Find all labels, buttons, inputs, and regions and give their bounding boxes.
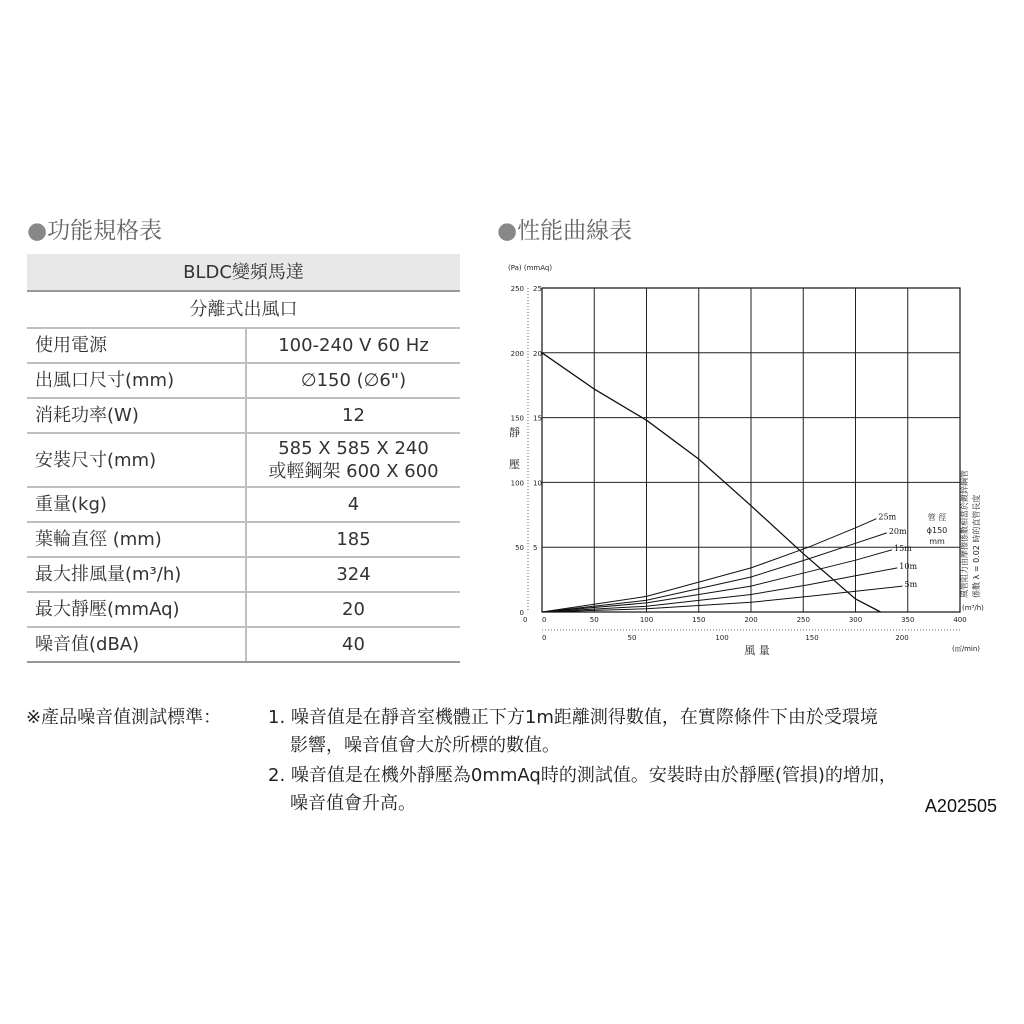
y-tick-label-mmaq: 20: [533, 349, 542, 358]
y-tick-label-pa: 150: [510, 414, 524, 423]
x-tick-label-m3h: 100: [639, 616, 654, 624]
side-note-line-2: 係數 λ = 0.02 時的直管長度: [972, 494, 981, 598]
spec-subheader: 分離式出風口: [27, 291, 460, 328]
curve-section-title: [497, 212, 632, 245]
duct-size-label: ɸ150: [926, 526, 948, 535]
duct-curve-label: 15m: [894, 543, 912, 553]
table-row: [27, 363, 460, 398]
note-item-1-line-2: 影響，噪音值會大於所標的數值。: [290, 735, 560, 756]
duct-size-label: mm: [929, 537, 945, 546]
spec-label: 最大排風量(m³/h): [27, 557, 246, 592]
x-tick-label-m3h: 250: [796, 616, 810, 624]
x-unit-m3min: (㎥/min): [952, 645, 981, 653]
spec-label: 安裝尺寸(mm): [27, 433, 246, 487]
spec-value: [246, 433, 460, 487]
y-tick-label-pa: 250: [510, 285, 524, 293]
note-prefix: ※產品噪音值測試標準：: [26, 707, 222, 728]
y-tick-label-mmaq: 5: [533, 544, 538, 553]
y-tick-label-pa: 100: [510, 479, 524, 488]
y-tick-label-pa: 200: [510, 349, 524, 358]
duct-curve-line: [542, 568, 897, 612]
spec-value: 100-240 V 60 Hz: [246, 328, 460, 363]
spec-label: 出風口尺寸(mm): [27, 363, 246, 398]
spec-label: 噪音值(dBA): [27, 627, 246, 662]
duct-curve-line: [542, 533, 887, 612]
y-tick-label-pa: 0: [519, 609, 524, 617]
spec-value-line1: 585 X 585 X 240: [278, 438, 429, 459]
bullet-icon: ●: [27, 218, 48, 244]
spec-header: BLDC變頻馬達: [27, 254, 460, 291]
x-tick-label-m3min: 50: [627, 634, 637, 642]
table-row: [27, 522, 460, 557]
duct-curve-label: 10m: [899, 561, 918, 571]
spec-header-row: [27, 254, 460, 291]
spec-title-text: 功能規格表: [47, 218, 163, 244]
table-row: [27, 487, 460, 522]
x-tick-label-m3min: 200: [895, 634, 909, 642]
table-row: [27, 398, 460, 433]
duct-curve-line: [542, 519, 876, 612]
x-tick-label-m3min: 100: [715, 634, 729, 642]
duct-curve-label: 25m: [878, 512, 897, 522]
x-tick-label-m3h: 300: [848, 616, 863, 624]
y-tick-label-mmaq: 15: [533, 414, 542, 423]
note-item-1-line-1: 1. 噪音值是在靜音室機體正下方1m距離測得數值，在實際條件下由於受環境: [268, 707, 878, 728]
y-tick-label-mmaq: 10: [533, 479, 542, 488]
x-axis-label: 風 量: [744, 644, 770, 657]
x-unit-m3h: (m³/h): [962, 604, 984, 612]
duct-curve-line: [542, 586, 903, 612]
note-item-2-line-2: 噪音值會升高。: [290, 793, 416, 814]
spec-label: 使用電源: [27, 328, 246, 363]
duct-curve-label: 20m: [888, 526, 907, 536]
table-row: [27, 592, 460, 627]
x-tick-label-m3min: 150: [805, 634, 819, 642]
spec-value: 185: [246, 522, 460, 557]
y-tick-label-mmaq: 25: [533, 285, 542, 293]
spec-label: 最大靜壓(mmAq): [27, 592, 246, 627]
table-row: [27, 557, 460, 592]
y-axis-label: 壓: [509, 458, 520, 471]
units-label: (Pa) (mmAq): [508, 264, 553, 272]
curve-title-text: 性能曲線表: [517, 218, 633, 244]
spec-label: 葉輪直徑 (mm): [27, 522, 246, 557]
spec-value: 20: [246, 592, 460, 627]
x-tick-label-m3min: 0: [542, 634, 547, 642]
table-row: [27, 328, 460, 363]
duct-size-label: 管 徑: [927, 513, 947, 522]
spec-value: ∅150 (∅6"): [246, 363, 460, 398]
document-code: A202505: [924, 796, 997, 816]
x-tick-label-m3h: 200: [744, 616, 758, 624]
y-tick-label-pa: 50: [515, 544, 524, 553]
x-tick-label-m3h: 350: [901, 616, 915, 624]
bullet-icon: ●: [497, 218, 518, 244]
table-row: [27, 627, 460, 662]
spec-subheader-row: [27, 291, 460, 328]
x-tick-label-m3h: 0: [542, 616, 547, 624]
x-tick-label-m3h: 400: [953, 616, 967, 624]
spec-value: 324: [246, 557, 460, 592]
spec-value-line2: 或輕鋼架 600 X 600: [268, 461, 439, 482]
performance-curve-chart: [495, 258, 1000, 660]
spec-label: 消耗功率(W): [27, 398, 246, 433]
x-tick-label-m3h: 150: [692, 616, 706, 624]
y-axis-label: 靜: [509, 426, 520, 439]
spec-value: 12: [246, 398, 460, 433]
table-row: [27, 433, 460, 487]
spec-value: 40: [246, 627, 460, 662]
spec-table: [27, 254, 460, 663]
spec-label: 重量(kg): [27, 487, 246, 522]
note-item-2-line-1: 2. 噪音值是在機外靜壓為0mmAq時的測試值。安裝時由於靜壓(管損)的增加，: [268, 765, 897, 786]
side-note-line-1: 風管阻力由摩擦係數相當於鍍鋅鋼管: [960, 470, 969, 598]
spec-value: 4: [246, 487, 460, 522]
x-tick-label-m3h: 50: [589, 616, 599, 624]
spec-section-title: [27, 212, 162, 245]
duct-curve-label: 5m: [904, 580, 918, 590]
y-tick-label-zero: 0: [523, 616, 528, 624]
